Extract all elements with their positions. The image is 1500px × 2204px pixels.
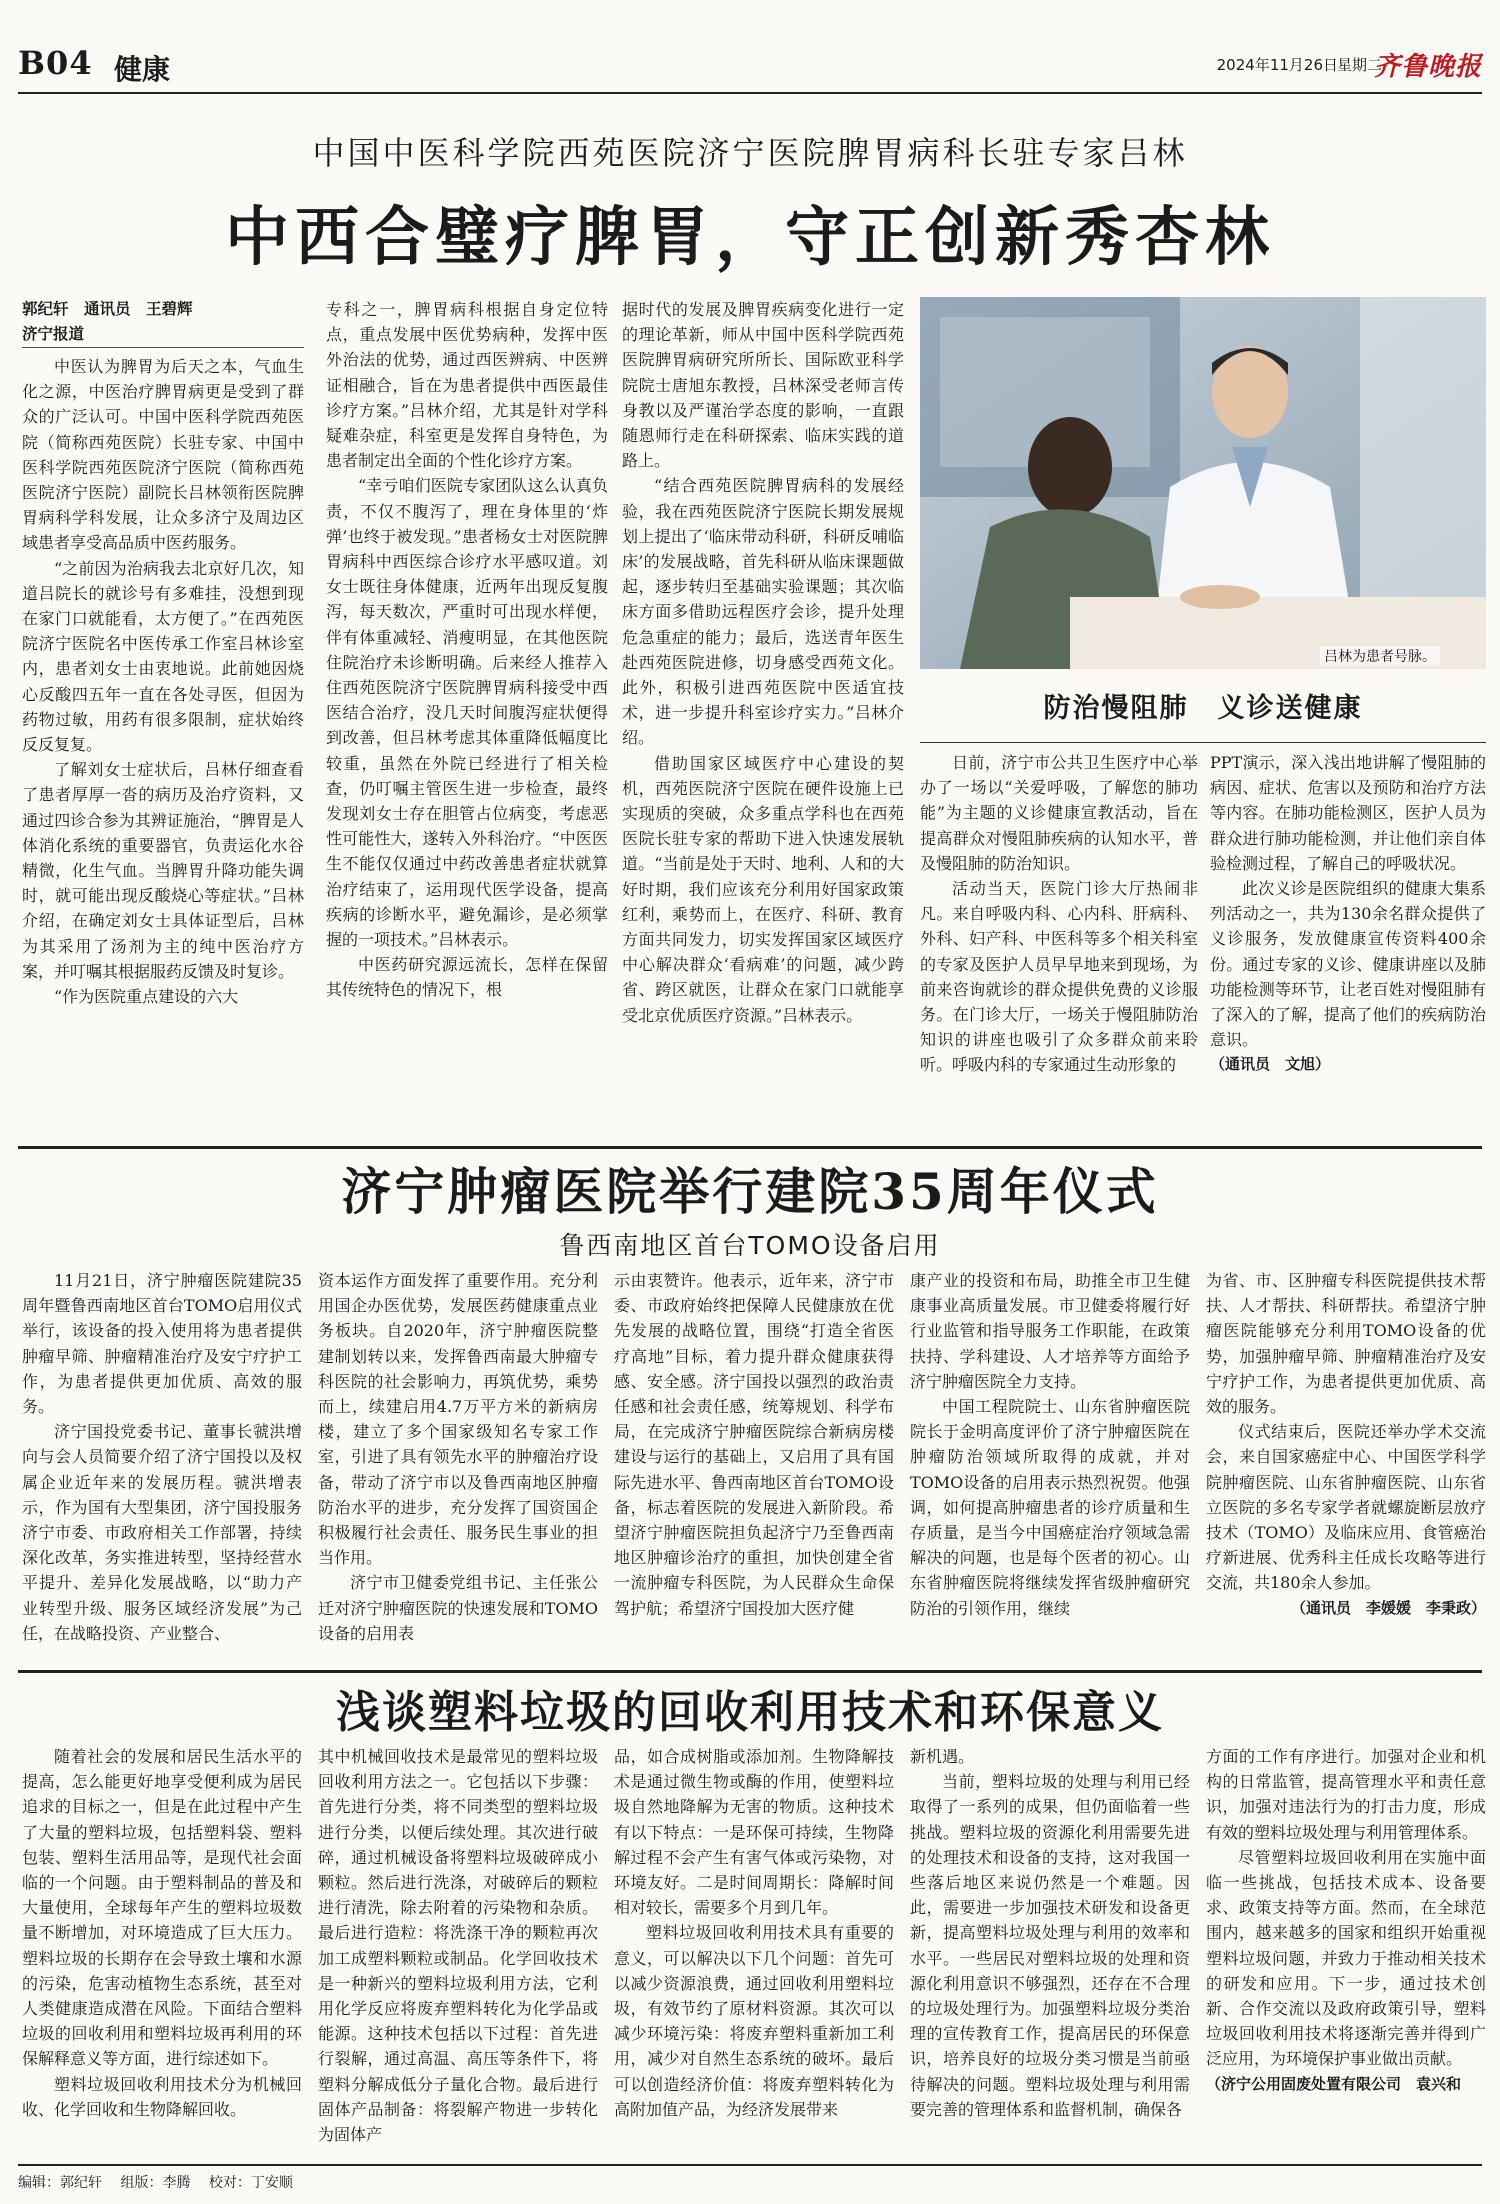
doctor-patient-photo — [920, 297, 1486, 669]
article2-signature: （通讯员 文旭） — [1210, 1055, 1331, 1074]
article3-paragraph: 济宁国投党委书记、董事长虢洪增向与会人员简要介绍了济宁国投以及权属企业近年来的发展历程。虢洪增表示，作为国有大型集团，济宁国投服务济宁市委、市政府相关工作部署，持续深化改革，务实推进转型，坚持经营水平提升、差异化发展战略，以“助力产业转型升级、服务区域经济发展”为己任，在战略投资、产业整合、 — [22, 1422, 302, 1643]
section-number: B04 — [18, 44, 93, 82]
article1-paragraph: “幸亏咱们医院专家团队这么认真负责，不仅不腹泻了，理在身体里的‘炸弹’也终于被发现。”患者杨女士对医院脾胃病科中西医综合诊疗水平感叹道。刘女士既往身体健康，近两年出现反复腹泻，每天数次，严重时可出现水样便，伴有体重减轻、消瘦明显，在其他医院住院治疗未诊断明确。后来经人推荐入住西苑医院济宁医院脾胃病科接受中西医结合治疗，没几天时间腹泻症状便得到改善，但吕林考虑其体重降低幅度比较重，虽然在外院已经进行了相关检查，仍叮嘱主管医生进一步检查，最终发现刘女士存在胆管占位病变，考虑恶性可能性大，遂转入外科治疗。“中医医生不能仅仅通过中药改善患者症状就算治疗结束了，运用现代医学设备，提高疾病的诊断水平，避免漏诊，是必须掌握的一项技术。”吕林表示。 — [326, 476, 608, 950]
article3-paragraph: 11月21日，济宁肿瘤医院建院35周年暨鲁西南地区首台TOMO启用仪式举行，该设备的投入使用将为患者提供肿瘤早筛、肿瘤精准治疗及安宁疗护工作，为患者提供更加优质、高效的服务。 — [22, 1271, 302, 1417]
issue-date: 2024年11月26日 — [1216, 56, 1338, 74]
article3-column-4 — [910, 1268, 1190, 1664]
article1-byline-place: 济宁报道 — [22, 322, 304, 348]
article1-paragraph: 中医药研究源远流长，怎样在保留其传统特色的情况下，根 — [326, 955, 608, 1000]
article1-paragraph: “作为医院重点建设的六大 — [54, 987, 239, 1007]
photo-caption: 吕林为患者号脉。 — [1320, 646, 1440, 666]
article3-paragraph: 为省、市、区肿瘤专科医院提供技术帮扶、人才帮扶、科研帮扶。希望济宁肿瘤医院能够充分利用TOMO设备的优势，加强肿瘤早筛、肿瘤精准治疗及安宁疗护工作，为患者提供更加优质、高效的服务。 — [1206, 1271, 1486, 1417]
article3-column-5 — [1206, 1268, 1486, 1664]
article3-paragraph: 示由衷赞许。他表示，近年来，济宁市委、市政府始终把保障人民健康放在优先发展的战略位置，围绕“打造全省医疗高地”目标，着力提升群众健康获得感、安全感。济宁国投以强烈的政治责任感和社会责任感，统筹规划、科学布局，在完成济宁肿瘤医院综合新病房楼建设与运行的基础上，又启用了具有国际先进水平、鲁西南地区首台TOMO设备，标志着医院的发展进入新阶段。希望济宁肿瘤医院担负起济宁乃至鲁西南地区肿瘤诊治疗的重担，加快创建全省一流肿瘤专科医院，为人民群众生命保驾护航；希望济宁国投加大医疗健 — [614, 1271, 894, 1618]
article3-paragraph: 资本运作方面发挥了重要作用。充分利用国企办医优势，发展医药健康重点业务板块。自2020年，济宁肿瘤医院整建制划转以来，发挥鲁西南最大肿瘤专科医院的社会影响力，再筑优势，乘势而上，续建启用4.7万平方米的新病房楼，建立了多个国家级知名专家工作室，引进了具有领先水平的肿瘤治疗设备，带动了济宁市以及鲁西南地区肿瘤防治水平的进步，充分发挥了国资国企积极履行社会责任、服务民生事业的担当作用。 — [318, 1271, 598, 1568]
divider-rule — [18, 1670, 1482, 1673]
article3-headline: 济宁肿瘤医院举行建院35周年仪式 — [341, 1162, 1159, 1221]
article3-paragraph: 仪式结束后，医院还举办学术交流会，来自国家癌症中心、中国医学科学院肿瘤医院、山东省肿瘤医院、山东省立医院的多名专家学者就螺旋断层放疗技术（TOMO）及临床应用、食管癌治疗新进展、优秀科主任成长攻略等进行交流，共180余人参加。 — [1206, 1422, 1486, 1593]
article1-column-2 — [326, 297, 608, 1140]
article4-paragraph: 其中机械回收技术是最常见的塑料垃圾回收利用方法之一。它包括以下步骤：首先进行分类，将不同类型的塑料垃圾进行分类，以便后续处理。其次进行破碎，通过机械设备将塑料垃圾破碎成小颗粒。然后进行洗涤，对破碎后的颗粒进行清洗，除去附着的污染物和杂质。最后进行造粒：将洗涤干净的颗粒再次加工成塑料颗粒或制品。化学回收技术是一种新兴的塑料垃圾利用方法，它利用化学反应将废弃塑料转化为化学品或能源。这种技术包括以下过程：首先进行裂解，通过高温、高压等条件下，将塑料分解成低分子量化合物。最后进行固体产品制备：将裂解产物进一步转化为固体产 — [318, 1747, 598, 2145]
article4-paragraph: 当前，塑料垃圾的处理与利用已经取得了一系列的成果，但仍面临着一些挑战。塑料垃圾的资源化利用需要先进的处理技术和设备的支持，这对我国一些落后地区来说仍然是一个难题。因此，需要进一步加强技术研发和设备更新，提高塑料垃圾处理与利用的效率和水平。一些居民对塑料垃圾的处理和资源化利用意识不够强烈，还存在不合理的垃圾处理行为。加强塑料垃圾分类治理的宣传教育工作，提高居民的环保意识，培养良好的垃圾分类习惯是当前亟待解决的问题。塑料垃圾处理与利用需要完善的管理体系和监督机制，确保各 — [910, 1772, 1190, 2119]
article2-column-1 — [920, 750, 1198, 1140]
article1-byline-authors: 郭纪轩 通讯员 王碧辉 — [22, 300, 193, 318]
newspaper-logo: 齐鲁晚报 — [1373, 52, 1482, 82]
article2-paragraph: 活动当天，医院门诊大厅热闹非凡。来自呼吸内科、心内科、肝病科、外科、妇产科、中医科等多个相关科室的专家及医护人员早早地来到现场，为前来咨询就诊的群众提供免费的义诊服务。在门诊大厅，一场关于慢阻肺防治知识的讲座也吸引了众多群众前来聆听。呼吸内科的专家通过生动形象的 — [920, 879, 1198, 1075]
article1-kicker: 中国中医科学院西苑医院济宁医院脾胃病科长驻专家吕林 — [312, 134, 1188, 172]
article3-paragraph: 中国工程院院士、山东省肿瘤医院院长于金明高度评价了济宁肿瘤医院在肿瘤防治领域所取得的成就，并对TOMO设备的启用表示热烈祝贺。他强调，如何提高肿瘤患者的诊疗质量和生存质量，是当今中国癌症治疗领域急需解决的问题，也是每个医者的初心。山东省肿瘤医院将继续发挥省级肿瘤研究防治的引领作用，继续 — [910, 1397, 1190, 1618]
article1-paragraph: 中医认为脾胃为后天之本，气血生化之源，中医治疗脾胃病更是受到了群众的广泛认可。中国中医科学院西苑医院（简称西苑医院）长驻专家、中国中医科学院西苑医院济宁医院（简称西苑医院济宁医院）副院长吕林领衔医院脾胃病科学科发展，让众多济宁及周边区域患者享受高品质中医药服务。 — [22, 357, 304, 553]
article1-paragraph: “之前因为治病我去北京好几次，知道吕院长的就诊号有多难挂，没想到现在家门口就能看，太方便了。”在西苑医院济宁医院名中医传承工作室吕林诊室内，患者刘女士由衷地说。此前她因烧心反酸四五年一直在各处寻医，但因为药物过敏，用药有很多限制，症状始终反反复复。 — [22, 558, 304, 755]
article2-paragraph: 日前，济宁市公共卫生医疗中心举办了一场以“关爱呼吸，了解您的肺功能”为主题的义诊健康宣教活动，旨在提高群众对慢阻肺疾病的认知水平，普及慢阻肺的防治知识。 — [920, 753, 1198, 873]
article1-column-3 — [622, 297, 904, 1140]
article2-paragraph: 此次义诊是医院组织的健康大集系列活动之一，共为130余名群众提供了义诊服务，发放健康宣传资料400余份。通过专家的义诊、健康讲座以及肺功能检测等环节，让老百姓对慢阻肺有了深入的了解，提高了他们的疾病防治意识。 — [1210, 879, 1486, 1050]
article4-paragraph: 随着社会的发展和居民生活水平的提高，怎么能更好地享受便利成为居民追求的目标之一，但是在此过程中产生了大量的塑料垃圾，包括塑料袋、塑料包装、塑料生活用品等，是现代社会面临的一个问题。由于塑料制品的普及和大量使用，全球每年产生的塑料垃圾数量不断增加，对环境造成了巨大压力。塑料垃圾的长期存在会导致土壤和水源的污染，危害动植物生态系统，甚至对人类健康造成潜在风险。下面结合塑料垃圾的回收利用和塑料垃圾再利用的环保解释意义等方面，进行综述如下。 — [22, 1747, 302, 2069]
article4-paragraph: 品，如合成树脂或添加剂。生物降解技术是通过微生物或酶的作用，使塑料垃圾自然地降解为无害的物质。这种技术有以下特点：一是环保可持续，生物降解过程不会产生有害气体或污染物，对环境友好。二是时间周期长：降解时间相对较长，需要多个月到几年。 — [614, 1747, 894, 1918]
article2-column-2 — [1210, 750, 1486, 1140]
article3-paragraph: 康产业的投资和布局，助推全市卫生健康事业高质量发展。市卫健委将履行好行业监管和指导服务工作职能，在政策扶持、学科建设、人才培养等方面给予济宁肿瘤医院全力支持。 — [910, 1271, 1190, 1391]
article1-paragraph: 借助国家区域医疗中心建设的契机，西苑医院济宁医院在硬件设施上已实现质的突破，众多重点学科也在西苑医院长驻专家的帮助下进入快速发展轨道。“当前是处于天时、地利、人和的大好时期，我们应该充分利用好国家政策红利，乘势而上，在医疗、科研、教育方面共同发力，切实发挥国家区域医疗中心解决群众‘看病难’的问题，减少跨省、跨区就医，让群众在家门口就能享受北京优质医疗资源。”吕林表示。 — [622, 753, 904, 1025]
divider-rule — [18, 1146, 1482, 1149]
article3-column-1 — [22, 1268, 302, 1664]
article1-headline: 中西合璧疗脾胃，守正创新秀杏林 — [225, 200, 1275, 275]
article4-column-1 — [22, 1744, 302, 2158]
article4-column-2 — [318, 1744, 598, 2158]
article1-paragraph: 据时代的发展及脾胃疾病变化进行一定的理论革新，师从中国中医科学院西苑医院脾胃病研究所所长、国际欧亚科学院院士唐旭东教授，吕林深受老师言传身教以及严谨治学态度的影响，一直跟随恩师行走在科研探索、临床实践的道路上。 — [622, 300, 904, 471]
article4-column-5 — [1206, 1744, 1486, 2158]
article4-paragraph: 新机遇。 — [910, 1747, 975, 1766]
article3-signature: （通讯员 李媛媛 李秉政） — [1290, 1598, 1486, 1617]
page-header — [18, 44, 1482, 94]
article1-photo — [920, 297, 1486, 669]
article1-column-1 — [22, 297, 304, 1140]
article4-signature: （济宁公用固废处置有限公司 袁兴和 — [1206, 2074, 1462, 2093]
article1-paragraph: “结合西苑医院脾胃病科的发展经验，我在西苑医院济宁医院长期发展规划上提出了‘临床带动科研，科研反哺临床’的发展战略，首先科研从临床课题做起，逐步转归至基础实验课题；其次临床方面多借助远程医疗会诊，提升处理危急重症的能力；最后，选送青年医生赴西苑医院进修，切身感受西苑文化。此外，积极引进西苑医院中医适宜技术，进一步提升科室诊疗实力。”吕林介绍。 — [622, 476, 904, 748]
article3-subhead: 鲁西南地区首台TOMO设备启用 — [559, 1231, 941, 1260]
footer-editor: 编辑：郭纪轩 — [18, 2175, 102, 2191]
footer-proof: 校对：丁安顺 — [208, 2175, 293, 2191]
article3-paragraph: 济宁市卫健委党组书记、主任张公迁对济宁肿瘤医院的快速发展和TOMO设备的启用表 — [318, 1573, 598, 1643]
article2-headline: 防治慢阻肺 义诊送健康 — [1043, 693, 1363, 724]
article1-paragraph: 专科之一，脾胃病科根据自身定位特点，重点发展中医优势病种，发挥中医外治法的优势，通过西医辨病、中医辨证相融合，旨在为患者提供中西医最佳诊疗方案。”吕林介绍，尤其是针对学科疑难杂症，科室更是发挥自身特色，为患者制定出全面的个性化诊疗方案。 — [326, 300, 608, 471]
article4-paragraph: 塑料垃圾回收利用技术具有重要的意义，可以解决以下几个问题：首先可以减少资源浪费，通过回收利用塑料垃圾，有效节约了原材料资源。其次可以减少环境污染：将废弃塑料重新加工利用，减少对自然生态系统的破坏。最后可以创造经济价值：将废弃塑料转化为高附加值产品，为经济发展带来 — [614, 1923, 894, 2119]
issue-weekday: 星期二 — [1336, 56, 1382, 74]
article2-top-rule — [920, 742, 1486, 743]
article3-column-2 — [318, 1268, 598, 1664]
article4-paragraph: 塑料垃圾回收利用技术分为机械回收、化学回收和生物降解回收。 — [22, 2074, 302, 2119]
article4-paragraph: 方面的工作有序进行。加强对企业和机构的日常监管，提高管理水平和责任意识，加强对违法行为的打击力度，形成有效的塑料垃圾处理与利用管理体系。 — [1206, 1747, 1486, 1842]
article4-column-4 — [910, 1744, 1190, 2158]
page-footer — [18, 2164, 1482, 2192]
article4-headline: 浅谈塑料垃圾的回收利用技术和环保意义 — [336, 1687, 1164, 1738]
article4-column-3 — [614, 1744, 894, 2158]
footer-layout: 组版：李腾 — [120, 2175, 191, 2191]
article3-column-3 — [614, 1268, 894, 1664]
article4-paragraph: 尽管塑料垃圾回收利用在实施中面临一些挑战，包括技术成本、设备要求、政策支持等方面。然而，在全球范围内，越来越多的国家和组织开始重视塑料垃圾问题，并致力于推动相关技术的研发和应用。下一步，通过技术创新、合作交流以及政府政策引导，塑料垃圾回收利用技术将逐渐完善并得到广泛应用，为环境保护事业做出贡献。 — [1206, 1847, 1486, 2069]
article1-paragraph: 了解刘女士症状后，吕林仔细查看了患者厚厚一沓的病历及治疗资料，又通过四诊合参为其辨证施治，“脾胃是人体消化系统的重要器官，负责运化水谷精微，化生气血。当脾胃升降功能失调时，就可能出现反酸烧心等症状。”吕林介绍，在确定刘女士具体证型后，吕林为其采用了汤剂为主的纯中医治疗方案，并叮嘱其根据服药反馈及时复诊。 — [22, 760, 304, 981]
section-name: 健康 — [114, 53, 171, 86]
article2-paragraph: PPT演示，深入浅出地讲解了慢阻肺的病因、症状、危害以及预防和治疗方法等内容。在肺功能检测区，医护人员为群众进行肺功能检测，并让他们亲自体验检测过程，了解自己的呼吸状况。 — [1210, 753, 1486, 873]
